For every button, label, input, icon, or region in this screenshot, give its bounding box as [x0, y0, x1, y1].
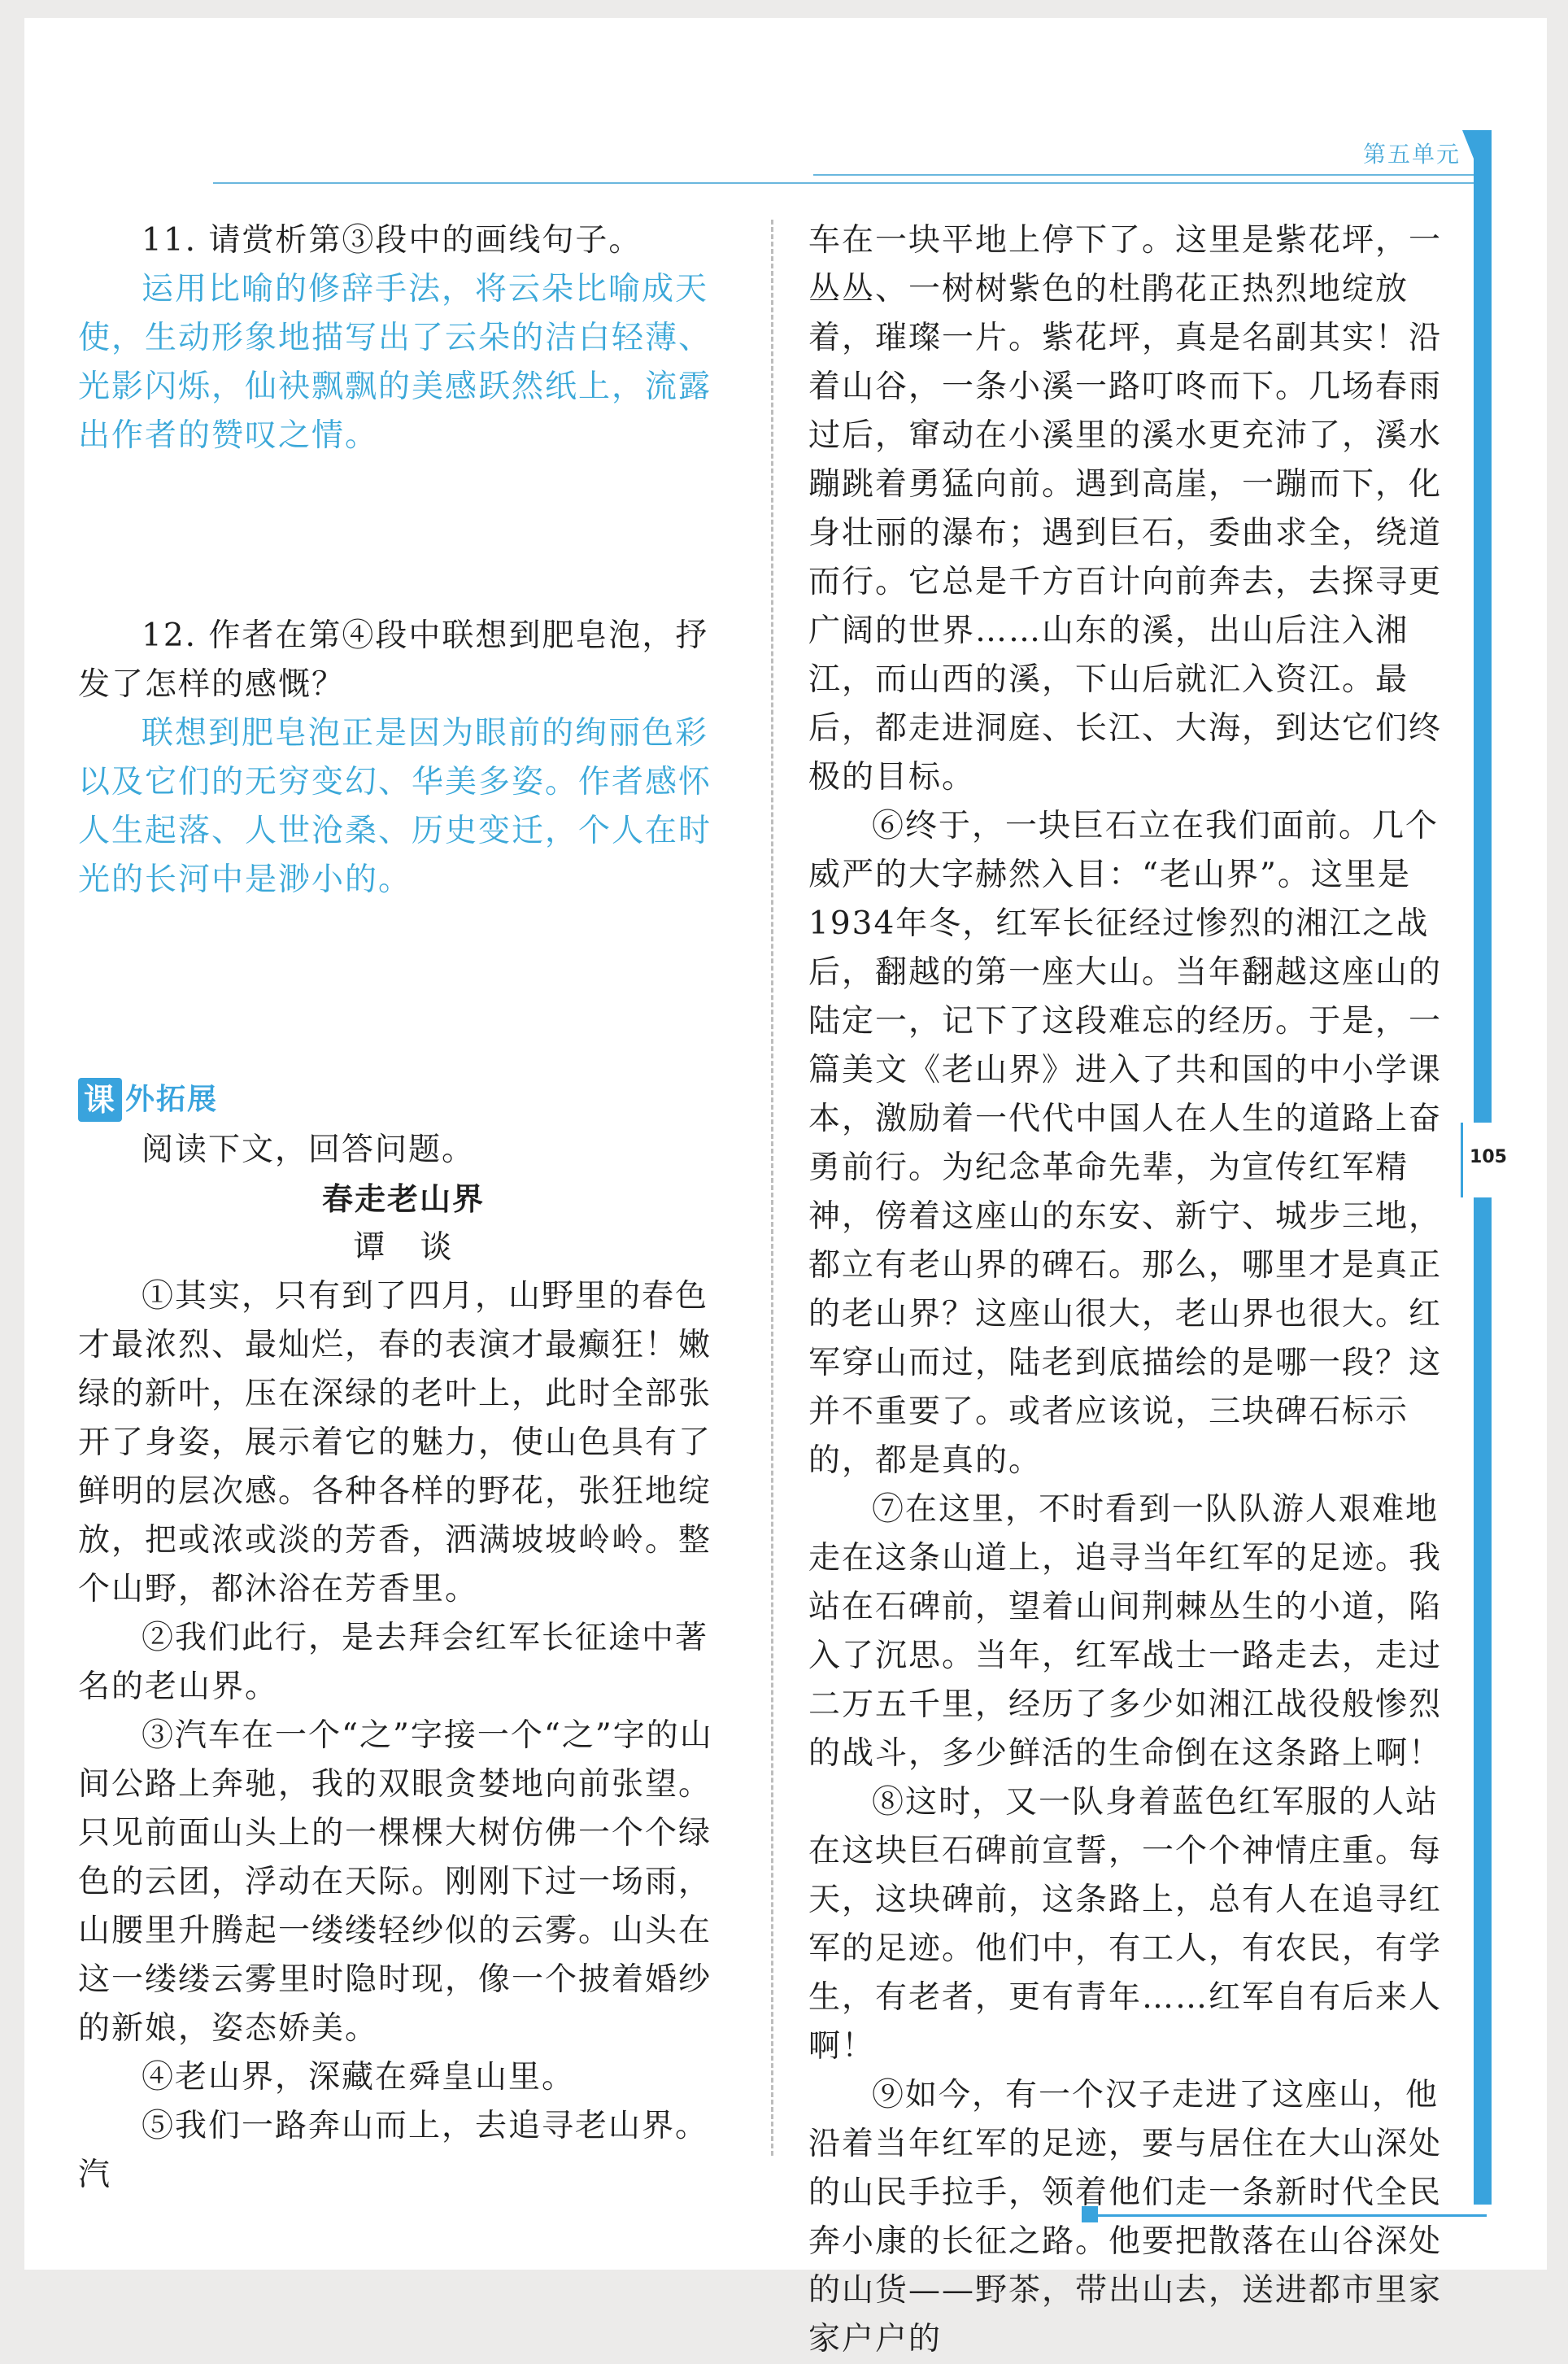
answer-12: 联想到肥皂泡正是因为眼前的绚丽色彩以及它们的无穷变幻、华美多姿。作者感怀人生起落、人世沧桑、历史变迁，个人在时光的长河中是渺小的。: [78, 715, 712, 898]
paragraph-3: ③汽车在一个“之”字接一个“之”字的山间公路上奔驰，我的双眼贪婪地向前张望。只见前面山头上的一棵棵大树仿佛一个个绿色的云团，浮动在天际。刚刚下过一场雨，山腰里升腾起一缕缕轻纱似的云雾。山头在这一缕缕云雾里时隐时现，像一个披着婚纱的新娘，姿态娇美。: [78, 1717, 713, 2047]
paragraph-5-cont: 车在一块平地上停下了。这里是紫花坪，一丛丛、一树树紫色的杜鹃花正热烈地绽放着，璀璨一片。紫花坪，真是名副其实！沿着山谷，一条小溪一路叮咚而下。几场春雨过后，窜动在小溪里的溪水更充沛了，溪水蹦跳着勇猛向前。遇到高崖，一蹦而下，化身壮丽的瀑布；遇到巨石，委曲求全，绕道而行。它总是千方百计向前奔去，去探寻更广阔的世界……山东的溪，出山后注入湘江，而山西的溪，下山后就汇入资江。最后，都走进洞庭、长江、大海，到达它们终极的目标。: [808, 222, 1443, 796]
paragraph-6: ⑥终于，一块巨石立在我们面前。几个威严的大字赫然入目：“老山界”。这里是1934年冬，红军长征经过惨烈的湘江之战后，翻越的第一座大山。当年翻越这座山的陆定一，记下了这段难忘的经历。于是，一篇美文《老山界》进入了共和国的中小学课本，激励着一代代中国人在人生的道路上奋勇前行。为纪念革命先辈，为宣传红军精神，傍着这座山的东安、新宁、城步三地，都立有老山界的碑石。那么，哪里才是真正的老山界？这座山很大，老山界也很大。红军穿山而过，陆老到底描绘的是哪一段？这并不重要了。或者应该说，三块碑石标示的，都是真的。: [808, 808, 1443, 1479]
paragraph-1: ①其实，只有到了四月，山野里的春色才最浓烈、最灿烂，春的表演才最癫狂！嫩绿的新叶，压在深绿的老叶上，此时全部张开了身姿，展示着它的魅力，使山色具有了鲜明的层次感。各种各样的野花，张狂地绽放，把或浓或淡的芳香，洒满坡坡岭岭。整个山野，都沐浴在芳香里。: [78, 1278, 712, 1607]
question-12: 12. 作者在第④段中联想到肥皂泡，抒发了怎样的感慨？: [78, 617, 709, 703]
article-title: 春走老山界: [321, 1181, 485, 1217]
instruction: 阅读下文，回答问题。: [142, 1132, 476, 1168]
left-column: [78, 216, 729, 460]
section-icon: 课: [78, 1078, 122, 1122]
right-column: [808, 216, 1459, 2364]
paragraph-7: ⑦在这里，不时看到一队队游人艰难地走在这条山道上，追寻当年红军的足迹。我站在石碑前，望着山间荆棘丛生的小道，陷入了沉思。当年，红军战士一路走去，走过二万五千里，经历了多少如湘江战役般惨烈的战斗，多少鲜活的生命倒在这条路上啊！: [808, 1491, 1443, 1772]
paragraph-5: ⑤我们一路奔山而上，去追寻老山界。汽: [78, 2108, 709, 2193]
paragraph-4: ④老山界，深藏在舜皇山里。: [142, 2059, 576, 2096]
paragraph-9: ⑨如今，有一个汉子走进了这座山，他沿着当年红军的足迹，要与居住在大山深处的山民手拉手，领着他们走一条新时代全民奔小康的长征之路。他要把散落在山谷深处的山货——野茶，带出山去，送进都市里家家户户的: [808, 2077, 1443, 2357]
column-divider: [771, 220, 773, 2156]
header-rule-upper: [813, 174, 1480, 176]
answer-11: 运用比喻的修辞手法，将云朵比喻成天使，生动形象地描写出了云朵的洁白轻薄、光影闪烁，仙袂飘飘的美感跃然纸上，流露出作者的赞叹之情。: [78, 271, 712, 454]
paragraph-2: ②我们此行，是去拜会红军长征途中著名的老山界。: [78, 1620, 709, 1705]
paragraph-8: ⑧这时，又一队身着蓝色红军服的人站在这块巨石碑前宣誓，一个个神情庄重。每天，这块碑前，这条路上，总有人在追寻红军的足迹。他们中，有工人，有农民，有学生，有老者，更有青年……红军自有后来人啊！: [808, 1784, 1443, 2065]
header-rule: [213, 182, 1482, 184]
article-author: 谭 谈: [353, 1229, 454, 1266]
unit-label: 第五单元: [1363, 141, 1461, 168]
left-column-q12: [78, 612, 729, 905]
section-heading: [78, 1074, 729, 1126]
section-title: 外拓展: [125, 1083, 219, 1116]
extension-section: [78, 1074, 729, 2200]
question-11: 11. 请赏析第③段中的画线句子。: [142, 222, 642, 259]
page-number: 105: [1470, 1147, 1507, 1167]
